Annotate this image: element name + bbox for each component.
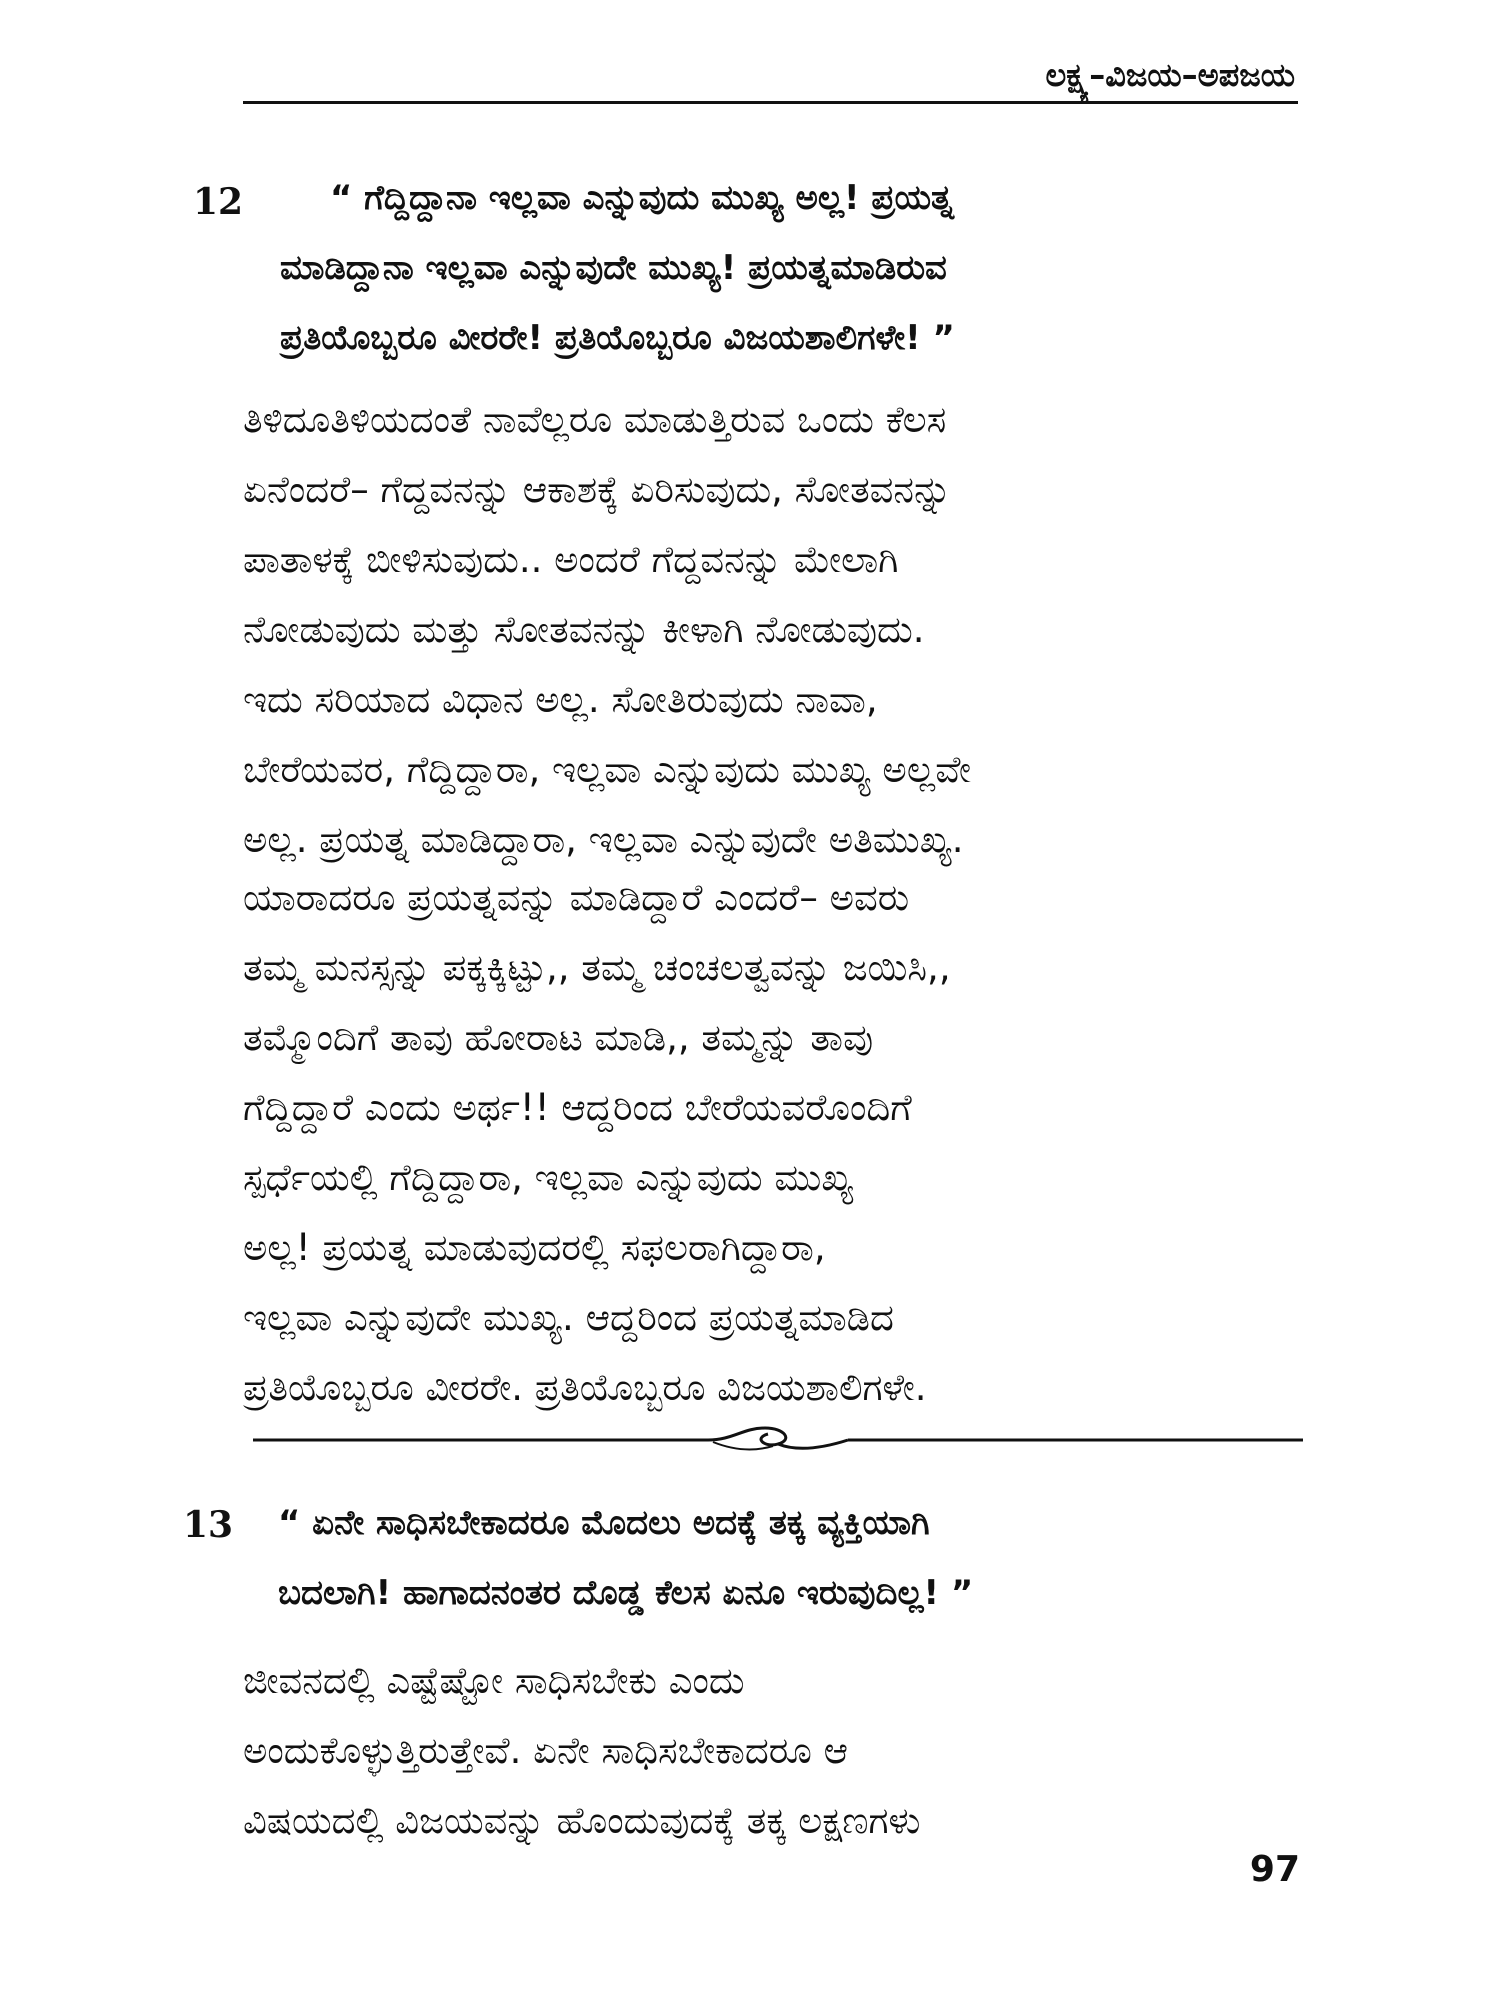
paragraph-line: ಬೇರೆಯವರ, ಗೆದ್ದಿದ್ದಾರಾ, ಇಲ್ಲವಾ ಎನ್ನುವುದು ಮುಖ್ಯ ಅಲ್ಲವೇ xyxy=(243,748,972,791)
running-header-title: ಲಕ್ಷ್ಯ–ವಿಜಯ–ಅಪಜಯ xyxy=(1045,56,1295,94)
paragraph-line: ತಮ್ಮ ಮನಸ್ಸನ್ನು ಪಕ್ಕಕ್ಕಿಟ್ಟು,, ತಮ್ಮ ಚಂಚಲತ್ವವನ್ನು ಜಯಿಸಿ,, xyxy=(243,946,951,989)
quote-block xyxy=(278,1488,973,1628)
paragraph-line: ತಮ್ಮೊಂದಿಗೆ ತಾವು ಹೋರಾಟ ಮಾಡಿ,, ತಮ್ಮನ್ನು ತಾವು xyxy=(243,1016,874,1059)
body-paragraph xyxy=(243,1646,920,1856)
paragraph-line: ವಿಷಯದಲ್ಲಿ ವಿಜಯವನ್ನು ಹೊಂದುವುದಕ್ಕೆ ತಕ್ಕ ಲಕ್ಷಣಗಳು xyxy=(243,1799,921,1842)
quote-number: 12 xyxy=(193,181,244,223)
body-paragraph xyxy=(243,863,951,1423)
page-number: 97 xyxy=(1249,1849,1300,1890)
paragraph-line: ಅಲ್ಲ! ಪ್ರಯತ್ನ ಮಾಡುವುದರಲ್ಲಿ ಸಫಲರಾಗಿದ್ದಾರಾ, xyxy=(243,1226,826,1269)
quote-number: 13 xyxy=(183,1504,234,1546)
header-rule xyxy=(243,101,1298,104)
paragraph-line: ತಿಳಿದೂತಿಳಿಯದಂತೆ ನಾವೆಲ್ಲರೂ ಮಾಡುತ್ತಿರುವ ಒಂದು ಕೆಲಸ xyxy=(243,398,947,441)
quote-line: “ ಗೆದ್ದಿದ್ದಾನಾ ಇಲ್ಲವಾ ಎನ್ನುವುದು ಮುಖ್ಯ ಅಲ್ಲ! ಪ್ರಯತ್ನ xyxy=(330,178,954,218)
quote-line: ಮಾಡಿದ್ದಾನಾ ಇಲ್ಲವಾ ಎನ್ನುವುದೇ ಮುಖ್ಯ! ಪ್ರಯತ್ನಮಾಡಿರುವ xyxy=(280,248,947,288)
quote-line: “ ಏನೇ ಸಾಧಿಸಬೇಕಾದರೂ ಮೊದಲು ಅದಕ್ಕೆ ತಕ್ಕ ವ್ಯಕ್ತಿಯಾಗಿ xyxy=(278,1503,930,1543)
paragraph-line: ಇದು ಸರಿಯಾದ ವಿಧಾನ ಅಲ್ಲ. ಸೋತಿರುವುದು ನಾವಾ, xyxy=(243,678,878,721)
paragraph-line: ಅಲ್ಲ. ಪ್ರಯತ್ನ ಮಾಡಿದ್ದಾರಾ, ಇಲ್ಲವಾ ಎನ್ನುವುದೇ ಅತಿಮುಖ್ಯ. xyxy=(243,818,964,861)
paragraph-line: ಇಲ್ಲವಾ ಎನ್ನುವುದೇ ಮುಖ್ಯ. ಆದ್ದರಿಂದ ಪ್ರಯತ್ನಮಾಡಿದ xyxy=(243,1296,894,1339)
quote-line: ಬದಲಾಗಿ! ಹಾಗಾದನಂತರ ದೊಡ್ಡ ಕೆಲಸ ಏನೂ ಇರುವುದಿಲ್ಲ! ” xyxy=(278,1573,974,1613)
paragraph-line: ಅಂದುಕೊಳ್ಳುತ್ತಿರುತ್ತೇವೆ. ಏನೇ ಸಾಧಿಸಬೇಕಾದರೂ ಆ xyxy=(243,1729,849,1772)
quote-block xyxy=(280,163,955,373)
quote-line: ಪ್ರತಿಯೊಬ್ಬರೂ ವೀರರೇ! ಪ್ರತಿಯೊಬ್ಬರೂ ವಿಜಯಶಾಲಿಗಳೇ! ” xyxy=(280,318,955,358)
section-divider-ornament xyxy=(253,1420,1303,1460)
paragraph-line: ಪ್ರತಿಯೊಬ್ಬರೂ ವೀರರೇ. ಪ್ರತಿಯೊಬ್ಬರೂ ವಿಜಯಶಾಲಿಗಳೇ. xyxy=(243,1366,927,1409)
paragraph-line: ಜೀವನದಲ್ಲಿ ಎಷ್ಟೆಷ್ಟೋ ಸಾಧಿಸಬೇಕು ಎಂದು xyxy=(243,1659,745,1702)
paragraph-line: ಪಾತಾಳಕ್ಕೆ ಬೀಳಿಸುವುದು.. ಅಂದರೆ ಗೆದ್ದವನನ್ನು ಮೇಲಾಗಿ xyxy=(243,538,899,581)
paragraph-line: ಯಾರಾದರೂ ಪ್ರಯತ್ನವನ್ನು ಮಾಡಿದ್ದಾರೆ ಎಂದರೆ– ಅವರು xyxy=(243,876,910,919)
paragraph-line: ನೋಡುವುದು ಮತ್ತು ಸೋತವನನ್ನು ಕೀಳಾಗಿ ನೋಡುವುದು. xyxy=(243,608,925,651)
body-paragraph xyxy=(243,385,971,875)
paragraph-line: ಗೆದ್ದಿದ್ದಾರೆ ಎಂದು ಅರ್ಥ!! ಆದ್ದರಿಂದ ಬೇರೆಯವರೊಂದಿಗೆ xyxy=(243,1086,912,1129)
paragraph-line: ಸ್ಪರ್ಧೆಯಲ್ಲಿ ಗೆದ್ದಿದ್ದಾರಾ, ಇಲ್ಲವಾ ಎನ್ನುವುದು ಮುಖ್ಯ xyxy=(243,1156,854,1199)
paragraph-line: ಏನೆಂದರೆ– ಗೆದ್ದವನನ್ನು ಆಕಾಶಕ್ಕೆ ಏರಿಸುವುದು, ಸೋತವನನ್ನು xyxy=(243,468,952,511)
